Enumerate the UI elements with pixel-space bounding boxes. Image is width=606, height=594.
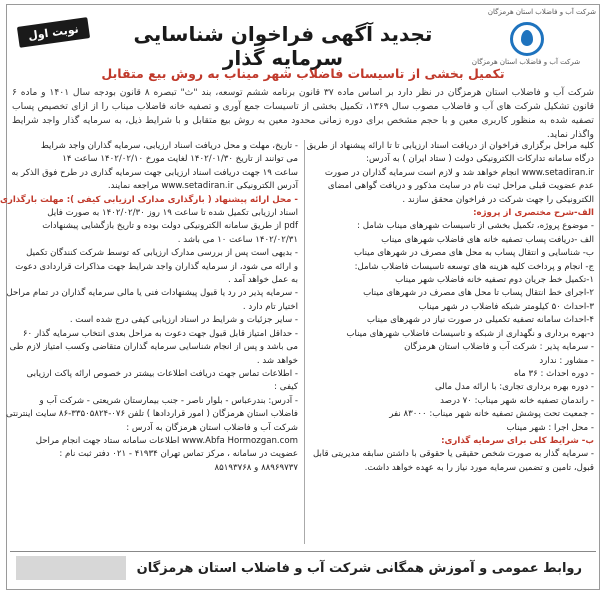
left-column-line: pdf از طریق سامانه الکترونیکی دولت بوده و تاریخ بازگشایی پیشنهادات <box>42 221 298 232</box>
left-column-line: - بدیهی است پس از بررسی مدارک ارزیابی که توسط شرکت کنندگان تکمیل <box>26 248 298 259</box>
right-column <box>308 140 594 544</box>
left-column-line: شرکت آب و فاضلاب استان هرمزگان به آدرس : <box>126 422 298 433</box>
body-columns <box>0 140 594 544</box>
left-column-line: - تاریخ، مهلت و محل دریافت اسناد ارزیابی، سرمایه گذاران واجد شرایط <box>40 141 298 151</box>
header <box>10 8 596 70</box>
right-column-line: - سرمایه پذیر : شرکت آب و فاضلاب استان هرمزگان <box>404 342 594 353</box>
left-column-line: - آدرس: بندرعباس - بلوار ناصر - جنب بیمارستان شریعتی - شرکت آب و <box>39 395 298 406</box>
right-column-line: - محل اجرا : شهر میناب <box>506 422 594 433</box>
right-column-line: درگاه سامانه تدارکات الکترونیکی دولت ( ستاد ایران ) به آدرس: <box>366 154 594 165</box>
right-column-line: ۱-تکمیل خط جریان دوم تصفیه خانه فاضلاب شهر میناب <box>395 275 594 286</box>
right-column-line: - سرمایه گذار به صورت شخص حقیقی یا حقوقی با داشتن سابقه مدیریتی قابل <box>312 449 594 460</box>
left-column-line: - حداقل امتیاز قابل قبول جهت دعوت به مراحل بعدی انتخاب سرمایه گذار ۶۰ <box>22 328 298 339</box>
left-column-line: - اطلاعات تماس جهت دریافت اطلاعات بیشتر در خصوص ارائه پاکت ارزیابی <box>26 368 298 379</box>
right-column-line: - دوره احداث : ۳۶ ماه <box>514 368 594 379</box>
left-column-line: می باشد و پس از انجام شناسایی سرمایه گذاران متقاضی وکسب امتیاز لازم طی <box>9 342 298 353</box>
left-column-line: www.Abfa Hormozgan.com اطلاعات سامانه ستاد جهت انجام مراحل <box>35 435 298 446</box>
water-drop-icon <box>521 30 533 46</box>
left-column-line: اختیار تام دارد . <box>242 301 298 312</box>
left-column-line: ۸۸۹۶۹۷۳۷ و ۸۵۱۹۳۷۶۸ <box>214 462 298 473</box>
right-column-line: ج- انجام و پرداخت کلیه هزینه های توسعه تاسیسات فاضلاب شامل: <box>354 261 594 272</box>
right-column-line: www.setadiran.ir انجام خواهد شد و لازم است سرمایه گذاران در صورت <box>324 167 594 178</box>
left-column-line: می توانند از تاریخ ۱۴۰۲/۰۱/۳۰ لغایت مورخ ۱۴۰۲/۰۲/۱۰ ساعت ۱۴ <box>62 154 298 165</box>
right-column-line: الکترونیکی را جهت شرکت در فراخوان محقق سازند . <box>402 194 594 205</box>
left-column-line: - سایر جزئیات و شرایط در اسناد ارزیابی کیفی درج شده است . <box>69 315 298 326</box>
footer-credit: روابط عمومی و آموزش همگانی شرکت آب و فاضلاب استان هرمزگان <box>136 561 582 576</box>
right-column-line: عدم عضویت قبلی مراحل ثبت نام در سایت مذکور و دریافت گواهی امضای <box>327 181 594 192</box>
left-column-line: اسناد ارزیابی تکمیل شده تا ساعت ۱۹ روز ۱۴۰۲/۰۲/۳۰ به صورت فایل <box>47 208 298 219</box>
right-column-line: قبول، تامین و تضمین سرمایه مورد نیاز را به عهده خواهد داشت. <box>364 462 594 473</box>
column-divider <box>304 140 305 544</box>
left-column-line: عضویت در سامانه ، مرکز تماس تهران ۴۱۹۳۴ - ۰۲۱ دفتر ثبت نام : <box>59 449 298 460</box>
right-column-line: ۳-احداث ۵۰ کیلومتر شبکه فاضلاب در شهر میناب <box>418 301 594 312</box>
left-column-line: - سرمایه پذیر در رد یا قبول پیشنهادات فنی یا مالی سرمایه گذاران در تمام مراحل <box>6 288 298 299</box>
right-column-line: د-بهره برداری و نگهداری از شبکه و تاسیسات فاضلاب شهرهای میناب <box>346 328 594 339</box>
right-column-line: - موضوع پروژه، تکمیل بخشی از تاسیسات شهرهای میناب شامل : <box>357 221 594 232</box>
right-column-line: - راندمان تصفیه خانه شهر میناب: ۷۰ درصد <box>440 395 594 406</box>
left-column-line: فاضلاب استان هرمزگان ( امور قراردادها ) تلفن ۰۷۶-۳۳۵۰۵۸۲۴-۸۶ سایت اینترنتی <box>5 409 298 420</box>
logo-org-name-top: شرکت آب و فاضلاب استان هرمزگان <box>487 8 596 16</box>
right-column-line: ۲-اجرای خط انتقال پساب تا محل های مصرف در شهرهای میناب <box>363 288 594 299</box>
right-column-line: کلیه مراحل برگزاری فراخوان از دریافت اسناد ارزیابی تا تا ارائه پیشنهاد از طریق <box>306 141 594 151</box>
left-column-line: ۱۴۰۲/۰۲/۳۱ ساعت ۱۰ می باشد . <box>177 234 298 245</box>
left-column-line: - محل ارائه پیشنهاد ( بارگذاری مدارک ارزیابی کیفی ): مهلت بارگذاری <box>0 194 298 205</box>
logo-org-name-bottom: شرکت آب و فاضلاب استان هرمزگان <box>471 58 581 66</box>
notice-title: تجدید آگهی فراخوان شناسایی سرمایه گذار <box>133 22 433 70</box>
right-column-line: الف -دریافت پساب تصفیه خانه های فاضلاب شهرهای میناب <box>381 234 594 245</box>
left-column-line: خواهد شد . <box>256 355 298 366</box>
notice-subtitle: تکمیل بخشی از تاسیسات فاضلاب شهر میناب به روش بیع متقابل <box>101 66 505 81</box>
left-column-line: کیفی : <box>274 382 298 393</box>
footer <box>10 551 596 586</box>
left-column-line: آدرس الکترونیکی www.setadiran.ir مراجعه نمایند. <box>107 181 298 192</box>
left-column-line: به عمل خواهد آمد . <box>228 275 298 286</box>
right-column-line: ۴-احداث سامانه تصفیه تکمیلی در صورت نیاز در شهرهای میناب <box>366 315 594 326</box>
right-column-line: ب- شناسایی و انتقال پساب به محل های مصرف در شهرهای میناب <box>353 248 594 259</box>
right-column-line: - دوره بهره برداری تجاری: با ارائه مدل مالی <box>434 382 594 393</box>
round-badge: نوبت اول <box>17 17 90 48</box>
right-column-line: - مشاور : ندارد <box>539 355 594 366</box>
right-column-line: ب- شرایط کلی برای سرمایه گذاری: <box>441 435 594 446</box>
right-column-line: الف-شرح مختصری از پروژه: <box>473 208 594 219</box>
footer-decor-bar <box>16 556 126 580</box>
left-column-line: و ارائه می شود، از سرمایه گذاران واجد شرایط جهت مذاکرات قراردادی دعوت <box>15 261 298 272</box>
intro-paragraph: شرکت آب و فاضلاب استان هرمزگان در نظر دارد بر اساس ماده ۳۷ قانون برنامه ششم توسعه، بند "ث" تبصره ۸ قانون بودجه سال ۱۴۰۱ و ماده ۶ قانون تشکیل شرکت های آب و فاضلاب مصوب سال ۱۳۶۹، تکمیل بخشی از تاسیسات جمع آوری و تصفیه خانه فاضلاب میناب را از ازای تخصیص پساب تصفیه شده به منظور کاربری معین و با حجم مشخص برای دوره زمانی محدود معین به روش بیع متقابل و با شرایط ذیل، به سرمایه گذار واجد شرایط واگذار نماید. <box>12 87 594 140</box>
left-column <box>0 140 298 544</box>
company-logo <box>456 8 596 68</box>
left-column-line: ساعت ۱۹ جهت دریافت اسناد ارزیابی جهت سرمایه گذاری در طرح فوق الذکر به <box>11 167 298 178</box>
right-column-line: - جمعیت تحت پوشش تصفیه خانه شهر میناب: ۸۳۰۰۰ نفر <box>389 409 594 420</box>
